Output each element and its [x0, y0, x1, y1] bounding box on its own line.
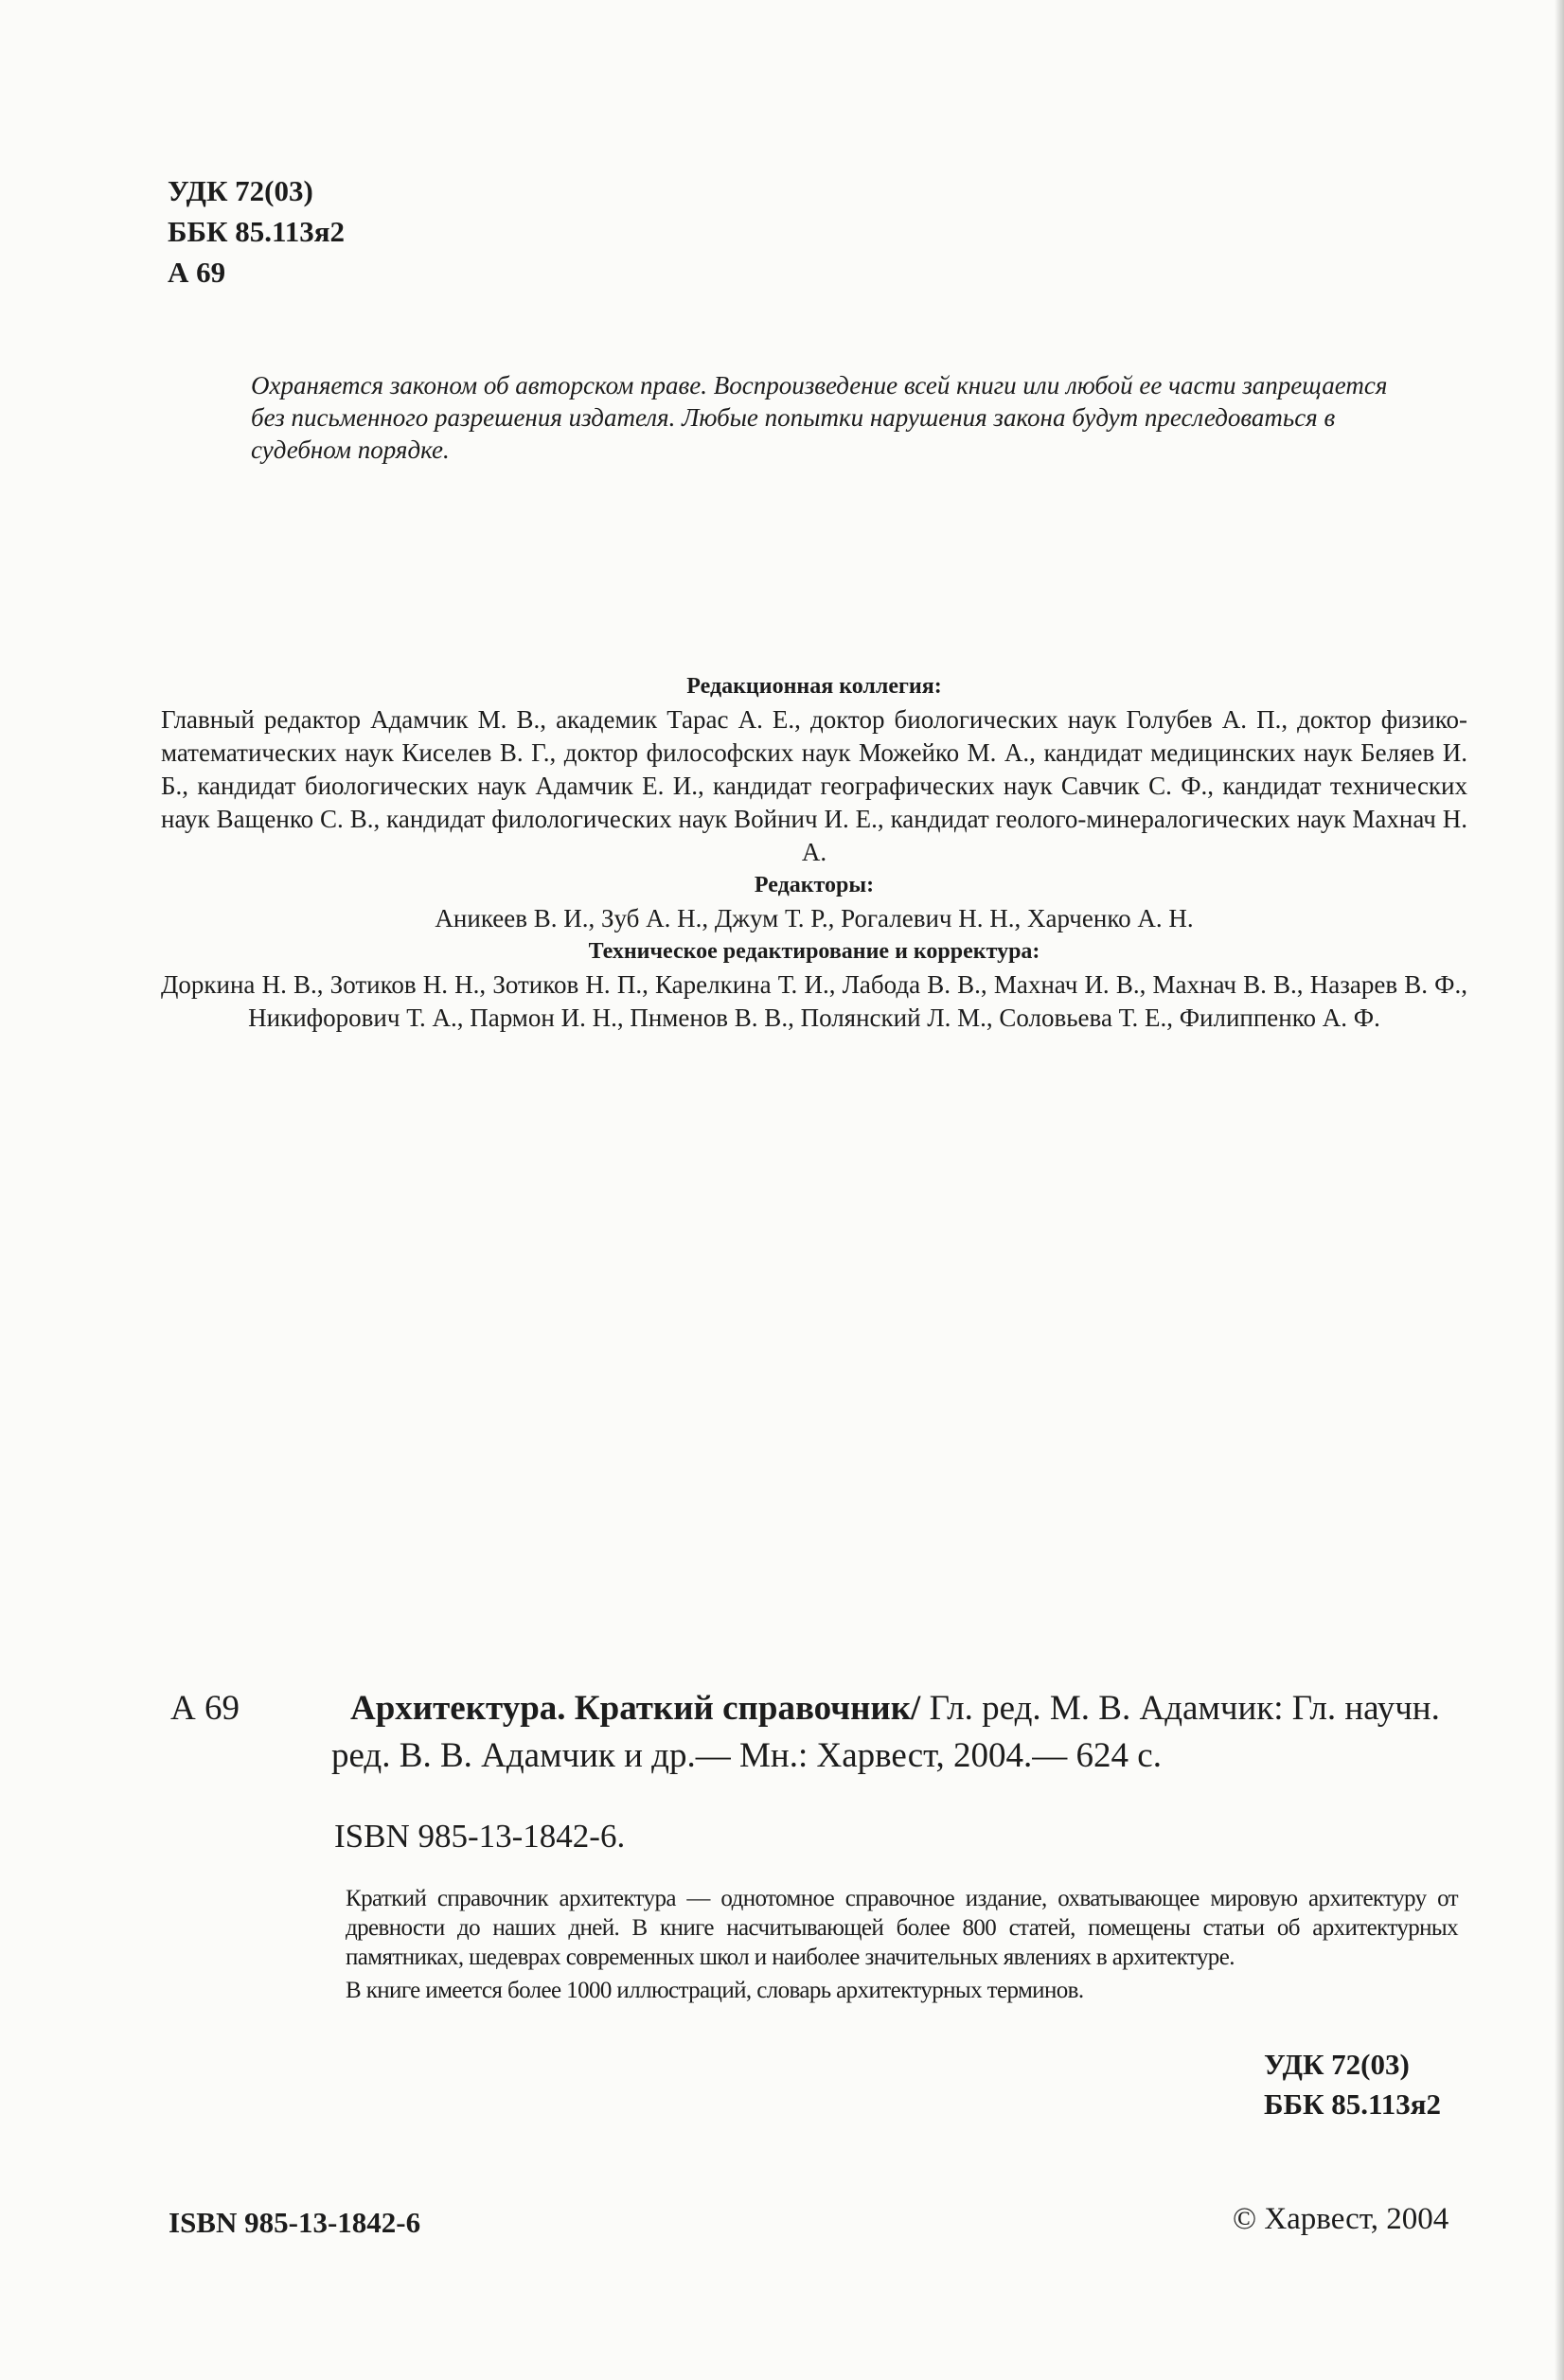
bbk-code: ББК 85.113я2 — [1264, 2087, 1442, 2121]
editorial-credits — [161, 670, 1467, 1035]
copyright-notice: Охраняется законом об авторском праве. Воспроизведение всей книги или любой ее части запрещается без письменного разрешения издателя. Любые попытки нарушения закона будут преследоваться в судебном порядке. — [251, 371, 1388, 464]
annotation-paragraph: Краткий справочник архитектура — однотомное справочное издание, охватывающее мировую архитектуру от древности до наших дней. В книге насчитывающей более 800 статей, помещены статьи об архитектурных памятниках, шедеврах современных школ и наиболее значительных явлениях в архитектуре. — [346, 1886, 1458, 1970]
author-mark: А 69 — [168, 256, 226, 289]
bbk-code: ББК 85.113я2 — [168, 215, 346, 248]
isbn-footer: ISBN 985-13-1842-6 — [169, 2206, 421, 2239]
editors-heading: Редакторы: — [754, 873, 875, 897]
page-scan-edge — [1555, 0, 1564, 2380]
classification-codes-top — [168, 170, 345, 293]
isbn-line: ISBN 985-13-1842-6. — [334, 1818, 626, 1855]
bibliographic-code: А 69 — [170, 1689, 240, 1728]
classification-codes-bottom — [1264, 2045, 1441, 2124]
annotation — [346, 1884, 1458, 2005]
udk-code: УДК 72(03) — [1264, 2048, 1410, 2081]
bibliographic-details: Гл. ред. М. В. Адамчик: Гл. научн. ред. В. В. Адамчик и др.— Мн.: Харвест, 2004.— 624 с. — [331, 1689, 1440, 1775]
technical-editing-heading: Техническое редактирование и корректура: — [588, 939, 1040, 964]
technical-editing-text: Доркина Н. В., Зотиков Н. Н., Зотиков Н. П., Карелкина Т. И., Лабода В. В., Махнач И. В., Махнач В. В., Назарев В. Ф., Никифорович Т. А., Пармон И. Н., Пнменов В. В., Полянский Л. М., Соловьева Т. Е., Филиппенко А. Ф. — [161, 970, 1467, 1032]
bibliographic-description — [331, 1685, 1458, 1780]
editors-text: Аникеев В. И., Зуб А. Н., Джум Т. Р., Рогалевич Н. Н., Харченко А. Н. — [435, 904, 1194, 932]
editorial-board-text: Главный редактор Адамчик М. В., академик Тарас А. Е., доктор биологических наук Голубев А. П., доктор физико-математических наук Киселев В. Г., доктор философских наук Можейко М. А., кандидат медицинских наук Беляев И. Б., кандидат биологических наук Адамчик Е. И., кандидат географических наук Савчик С. Ф., кандидат технических наук Ващенко С. В., кандидат филологических наук Войнич И. Е., кандидат геолого-минералогических наук Махнач Н. А. — [161, 705, 1467, 866]
udk-code: УДК 72(03) — [168, 174, 313, 207]
annotation-paragraph: В книге имеется более 1000 иллюстраций, словарь архитектурных терминов. — [346, 1978, 1084, 2003]
book-title: Архитектура. Краткий справочник/ — [350, 1689, 921, 1728]
publisher-copyright: © Харвест, 2004 — [1233, 2202, 1449, 2236]
editorial-board-heading: Редакционная коллегия: — [686, 674, 942, 699]
